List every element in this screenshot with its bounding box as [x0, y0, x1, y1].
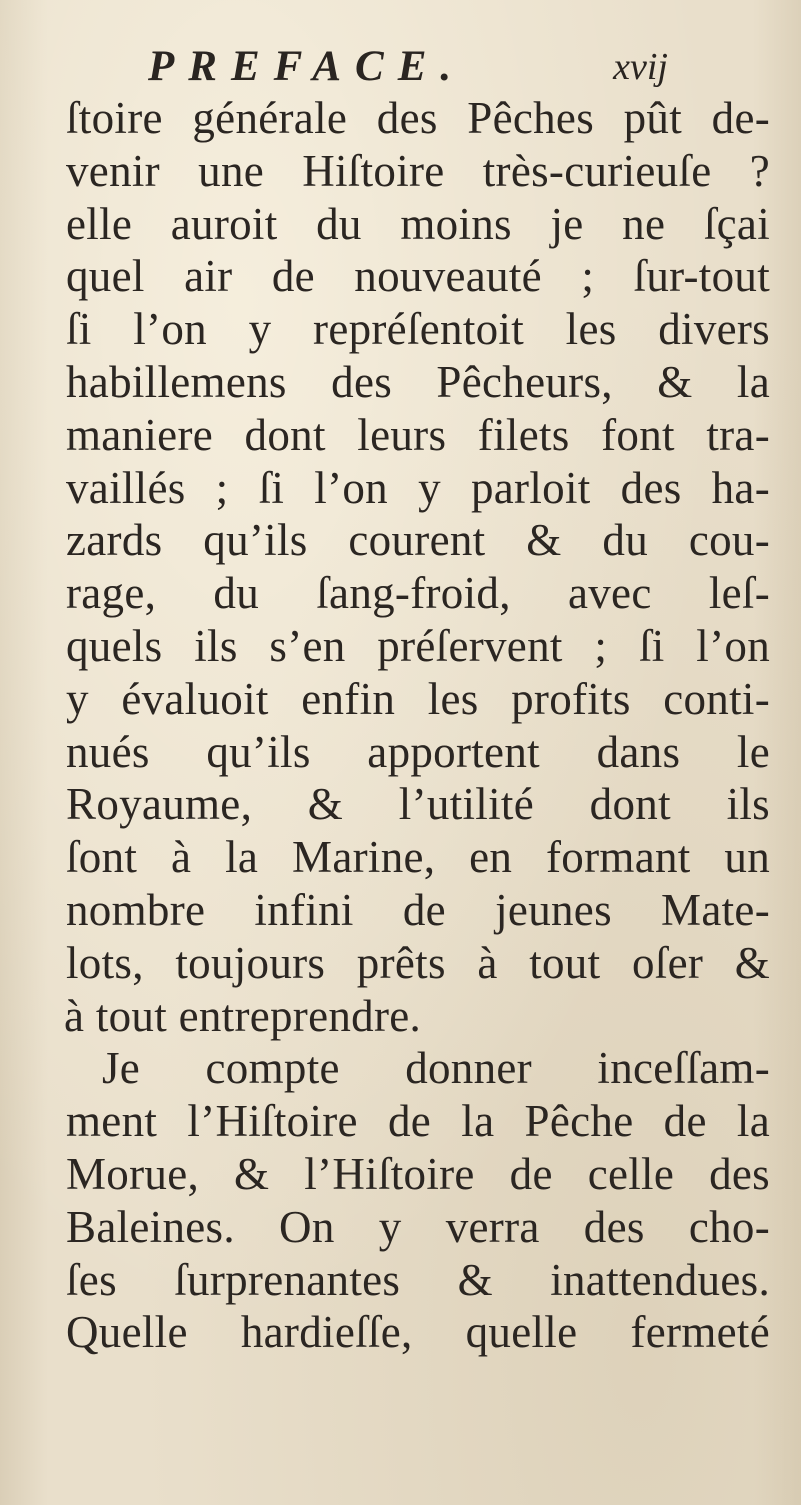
- text-line: ſi l’on y repréſentoit les divers: [66, 304, 770, 355]
- text-line: quels ils s’en préſervent ; ſi l’on: [66, 620, 770, 671]
- text-line: zards qu’ils courent & du cou-: [66, 515, 770, 566]
- text-line: ſont à la Marine, en formant un: [66, 832, 770, 883]
- body-text: [40, 92, 770, 1359]
- text-line: habillemens des Pêcheurs, & la: [66, 356, 770, 407]
- text-line: vaillés ; ſi l’on y parloit des ha-: [66, 462, 770, 513]
- text-line: nombre infini de jeunes Mate-: [66, 884, 770, 935]
- text-line: Baleines. On y verra des cho-: [66, 1201, 770, 1252]
- text-line-paragraph-start: Je compte donner inceſſam-: [102, 1043, 770, 1094]
- text-line: maniere dont leurs filets font tra-: [66, 409, 770, 460]
- text-line: rage, du ſang-froid, avec leſ-: [66, 568, 770, 619]
- text-line: nués qu’ils apportent dans le: [66, 726, 770, 777]
- text-line: quel air de nouveauté ; ſur-tout: [66, 251, 770, 302]
- running-head: [148, 42, 668, 92]
- text-line: venir une Hiſtoire très-curieuſe ?: [66, 145, 770, 196]
- text-line: lots, toujours prêts à tout oſer &: [66, 937, 770, 988]
- text-line: y évaluoit enfin les profits conti-: [66, 673, 770, 724]
- text-line: ſtoire générale des Pêches pût de-: [66, 93, 770, 143]
- page-number: xvij: [613, 46, 668, 88]
- text-line: elle auroit du moins je ne ſçai: [66, 198, 770, 249]
- text-line: Morue, & l’Hiſtoire de celle des: [66, 1148, 770, 1199]
- text-line: Royaume, & l’utilité dont ils: [66, 779, 770, 830]
- text-line: Quelle hardieſſe, quelle fermeté: [66, 1307, 770, 1358]
- text-line: ſes ſurprenantes & inattendues.: [66, 1254, 770, 1305]
- running-head-title: PREFACE.: [148, 43, 466, 90]
- text-line-paragraph-end: à tout entreprendre.: [64, 990, 422, 1041]
- text-line: ment l’Hiſtoire de la Pêche de la: [66, 1096, 770, 1147]
